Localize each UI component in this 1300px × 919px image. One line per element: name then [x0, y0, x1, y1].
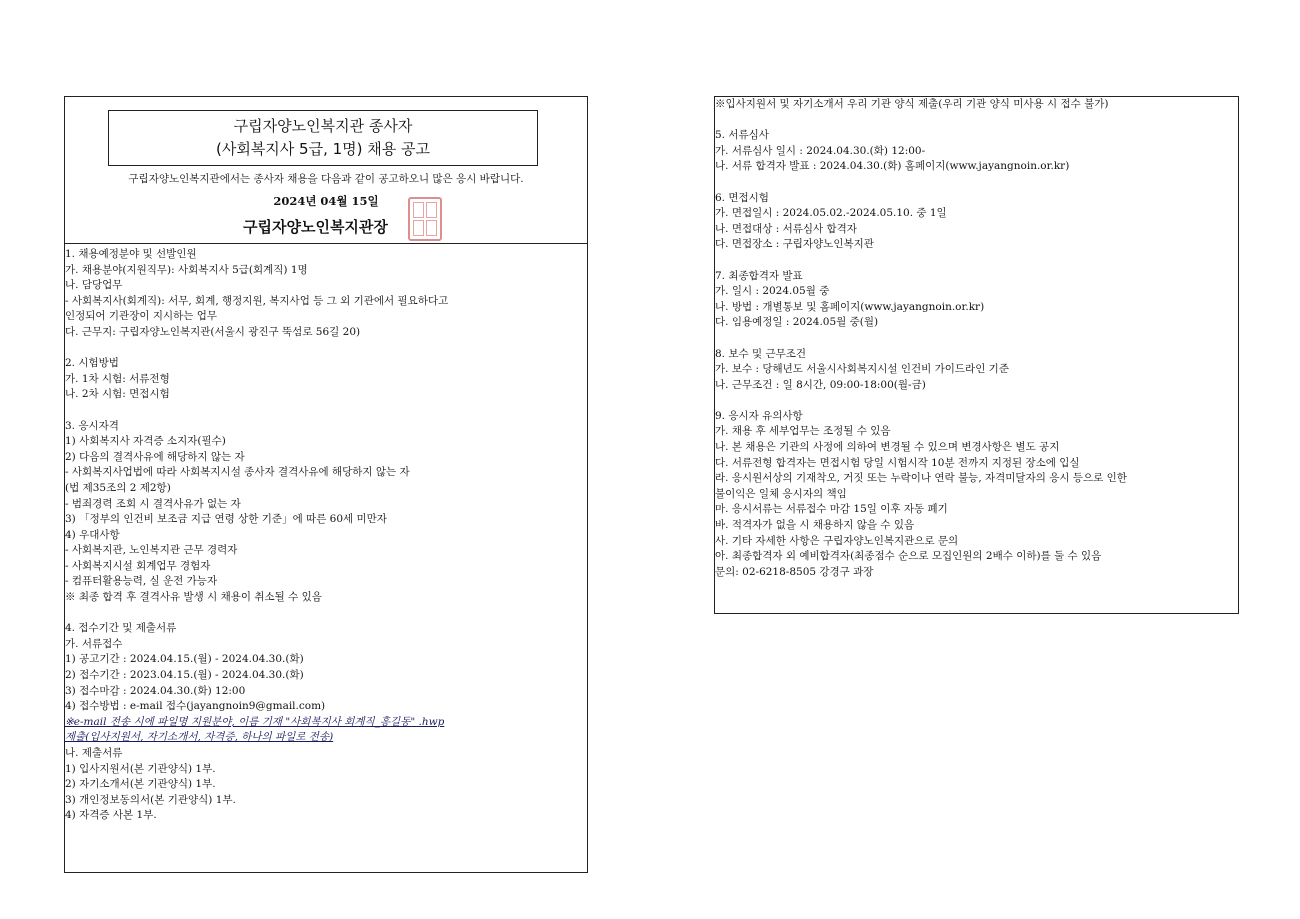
- text-line: 6. 면접시험: [715, 191, 769, 204]
- text-line: 인정되어 기관장이 지시하는 업무: [65, 310, 218, 323]
- text-line: 2) 접수기간 : 2023.04.15.(월) - 2024.04.30.(화): [65, 669, 304, 682]
- official-seal-icon: [408, 197, 442, 241]
- text-line: 4) 접수방법 : e-mail 접수(jayangnoin9@gmail.com): [65, 700, 326, 713]
- text-line: 나. 본 채용은 기관의 사정에 의하여 변경될 수 있으며 변경사항은 별도 공지: [715, 441, 1060, 454]
- text-line: 나. 방법 : 개별통보 및 홈페이지(www.jayangnoin.or.kr): [715, 300, 985, 313]
- text-line: 나. 담당업무: [65, 279, 123, 292]
- text-line: ※e-mail 전송 시에 파일명 지원분야, 이름 기재 "사회복지사 회계직_홍길동" .hwp: [65, 715, 445, 728]
- text-line: 4) 자격증 사본 1부.: [65, 809, 157, 822]
- text-line: 나. 2차 시험: 면접시험: [65, 388, 170, 401]
- text-line: [715, 113, 1238, 129]
- text-line: (법 제35조의 2 제2항): [65, 481, 171, 494]
- notice-title-line2: (사회복지사 5급, 1명) 채용 공고: [215, 140, 431, 158]
- text-line: 라. 응시원서상의 기재착오, 거짓 또는 누락이나 연락 불능, 자격미달자의 응시 등으로 인한: [715, 472, 1127, 485]
- notice-date: 2024년 04월 15일: [273, 194, 379, 208]
- text-line: 가. 일시 : 2024.05월 중: [715, 285, 830, 298]
- text-line: 1) 입사지원서(본 기관양식) 1부.: [65, 762, 216, 775]
- text-line: 나. 제출서류: [65, 747, 123, 759]
- text-line: ※ 최종 합격 후 결격사유 발생 시 채용이 취소될 수 있음: [65, 591, 322, 604]
- notice-page-left: [64, 96, 588, 873]
- text-line: [715, 253, 1238, 269]
- text-line: 다. 근무지: 구립자양노인복지관(서울시 광진구 뚝섬로 56길 20): [65, 325, 361, 338]
- header-divider: [65, 243, 587, 244]
- text-line: 5. 서류심사: [715, 129, 769, 142]
- text-line: 2. 시험방법: [65, 357, 119, 370]
- notice-director: 구립자양노인복지관장: [243, 218, 388, 236]
- notice-page-right: [714, 96, 1239, 614]
- notice-title-box: [108, 110, 538, 166]
- text-line: 사. 기타 자세한 사항은 구립자양노인복지관으로 문의: [715, 534, 959, 547]
- text-line: [715, 331, 1238, 347]
- text-line: 1) 공고기간 : 2024.04.15.(월) - 2024.04.30.(화): [65, 653, 304, 666]
- text-line: - 사회복지사업법에 따라 사회복지시설 종사자 결격사유에 해당하지 않는 자: [65, 466, 410, 479]
- text-line: 9. 응시자 유의사항: [715, 409, 803, 422]
- notice-intro: 구립자양노인복지관에서는 종사자 채용을 다음과 같이 공고하오니 많은 응시 바랍니다.: [128, 173, 524, 185]
- text-line: 나. 서류 합격자 발표 : 2024.04.30.(화) 홈페이지(www.jayangnoin.or.kr): [715, 160, 1070, 173]
- text-line: 다. 서류전형 합격자는 면접시험 당일 시험시작 10분 전까지 지정된 장소에 입실: [715, 456, 1080, 469]
- text-line: 2) 다음의 결격사유에 해당하지 않는 자: [65, 450, 245, 463]
- text-line: - 사회복지관, 노인복지관 근무 경력자: [65, 544, 238, 557]
- text-line: 나. 면접대상 : 서류심사 합격자: [715, 222, 857, 235]
- text-line: [65, 606, 587, 622]
- text-line: 3) 접수마감 : 2024.04.30.(화) 12:00: [65, 684, 246, 697]
- notice-title-line1: 구립자양노인복지관 종사자: [233, 117, 413, 135]
- text-line: 3) 개인정보동의서(본 기관양식) 1부.: [65, 793, 236, 806]
- text-line: [715, 175, 1238, 191]
- text-line: - 사회복지시설 회계업무 경험자: [65, 559, 211, 572]
- text-line: 7. 최종합격자 발표: [715, 269, 803, 282]
- text-line: - 사회복지사(회계직): 서무, 회계, 행정지원, 복지사업 등 그 외 기관에서 필요하다고: [65, 294, 449, 307]
- text-line: 가. 채용 후 세부업무는 조정될 수 있음: [715, 425, 891, 438]
- right-body-text: [715, 97, 1238, 580]
- text-line: 나. 근무조건 : 일 8시간, 09:00-18:00(월-금): [715, 378, 926, 391]
- text-line: 가. 서류접수: [65, 637, 123, 650]
- text-line: 다. 임용예정일 : 2024.05월 중(월): [715, 316, 879, 329]
- left-body-text: [65, 247, 587, 824]
- text-line: ※입사지원서 및 자기소개서 우리 기관 양식 제출(우리 기관 양식 미사용 시 접수 불가): [715, 98, 1109, 110]
- text-line: 3) 「정부의 인건비 보조금 지급 연령 상한 기준」에 따른 60세 미만자: [65, 513, 387, 526]
- text-line: 4) 우대사항: [65, 528, 120, 541]
- text-line: [65, 341, 587, 357]
- text-line: 2) 자기소개서(본 기관양식) 1부.: [65, 778, 216, 791]
- text-line: 제출(입사지원서, 자기소개서, 자격증, 하나의 파일로 전송): [65, 731, 334, 744]
- text-line: 1. 채용예정분야 및 선발인원: [65, 248, 197, 260]
- text-line: 불이익은 일체 응시자의 책임: [715, 487, 847, 500]
- text-line: 8. 보수 및 근무조건: [715, 347, 807, 360]
- text-line: 1) 사회복지사 자격증 소지자(필수): [65, 435, 226, 448]
- text-line: [65, 403, 587, 419]
- text-line: 가. 1차 시험: 서류전형: [65, 372, 170, 385]
- text-line: 마. 응시서류는 서류접수 마감 15일 이후 자동 폐기: [715, 503, 948, 516]
- text-line: 가. 채용분야(지원직무): 사회복지사 5급(회계직) 1명: [65, 263, 308, 276]
- text-line: 가. 보수 : 당해년도 서울시사회복지시설 인건비 가이드라인 기준: [715, 363, 1009, 376]
- text-line: 가. 면접일시 : 2024.05.02.-2024.05.10. 중 1일: [715, 207, 947, 220]
- text-line: 아. 최종합격자 외 예비합격자(최종점수 순으로 모집인원의 2배수 이하)를 둘 수 있음: [715, 550, 1102, 563]
- text-line: 문의: 02-6218-8505 강경구 과장: [715, 565, 874, 578]
- text-line: 가. 서류심사 일시 : 2024.04.30.(화) 12:00-: [715, 144, 926, 157]
- text-line: 4. 접수기간 및 제출서류: [65, 622, 177, 635]
- text-line: - 컴퓨터활용능력, 실 운전 가능자: [65, 575, 218, 588]
- text-line: [715, 393, 1238, 409]
- text-line: 바. 적격자가 없을 시 채용하지 않을 수 있음: [715, 519, 915, 532]
- text-line: 3. 응시자격: [65, 419, 119, 432]
- text-line: 다. 면접장소 : 구립자양노인복지관: [715, 238, 874, 251]
- text-line: - 범죄경력 조회 시 결격사유가 없는 자: [65, 497, 241, 510]
